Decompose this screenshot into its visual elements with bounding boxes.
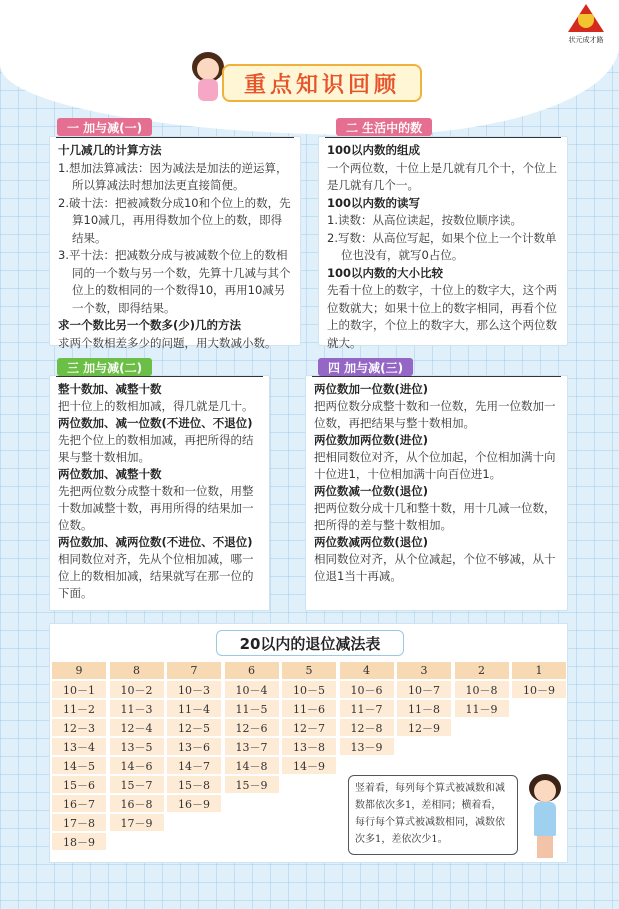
table-header-cell: 5 (282, 662, 336, 679)
table-cell: 13－9 (340, 738, 394, 755)
section-3-badge: 三 加与减(二) (57, 358, 152, 376)
table-cell: 14－6 (110, 757, 164, 774)
table-cell: 12－9 (397, 719, 451, 736)
table-cell: 11－3 (110, 700, 164, 717)
table-cell: 17－8 (52, 814, 106, 831)
table-cell: 13－6 (167, 738, 221, 755)
table-cell: 10－1 (52, 681, 106, 698)
table-cell: 15－7 (110, 776, 164, 793)
section-4-text: 相同数位对齐，从个位减起，个位不够减，从十位退1当十再减。 (314, 552, 556, 583)
table-cell: 16－9 (167, 795, 221, 812)
section-4-text: 把两位数分成十几和整十数，用十几减一位数，把所得的差与整十数相加。 (314, 501, 556, 532)
section-2-heading-1: 100以内数的组成 (327, 143, 421, 157)
table-cell: 12－4 (110, 719, 164, 736)
section-1-text: 求两个数相差多少的问题，用大数减小数。 (58, 335, 277, 350)
table-cell: 14－8 (225, 757, 279, 774)
table-cell: 10－7 (397, 681, 451, 698)
section-4-badge: 四 加与减(三) (318, 358, 413, 376)
section-1-item: 3.平十法：把减数分成与被减数个位上的数相同的一个数与另一个数，先算十几减与其个位上的数相同的一个数得10，再用10减另一个数，即得结果。 (58, 248, 291, 315)
section-3-heading: 两位数加、减两位数(不进位、不退位) (58, 535, 253, 549)
logo-icon (568, 4, 604, 32)
table-cell: 11－7 (340, 700, 394, 717)
table-cell: 16－7 (52, 795, 106, 812)
table-title: 20以内的退位减法表 (216, 630, 404, 656)
girl-illustration (190, 52, 226, 104)
table-header-cell: 9 (52, 662, 106, 679)
table-cell: 10－8 (455, 681, 509, 698)
section-2-item: 2.写数：从高位写起，如果个位上一个计数单位也没有，就写0占位。 (327, 230, 557, 262)
section-4-heading: 两位数加一位数(进位) (314, 382, 429, 396)
table-cell: 14－5 (52, 757, 106, 774)
table-header-cell: 4 (340, 662, 394, 679)
section-4-text: 把两位数分成整十数和一位数，先用一位数加一位数，再把结果与整十数相加。 (314, 399, 556, 430)
brand-logo (561, 4, 611, 45)
table-header-cell: 1 (512, 662, 566, 679)
table-cell: 12－8 (340, 719, 394, 736)
table-cell: 10－4 (225, 681, 279, 698)
section-3-card (49, 375, 270, 611)
table-cell: 11－8 (397, 700, 451, 717)
section-3-text: 把十位上的数相加减，得几就是几十。 (58, 399, 254, 413)
section-2-text: 一个两位数，十位上是几就有几个十，个位上是几就有几个一。 (327, 160, 557, 192)
table-cell: 10－5 (282, 681, 336, 698)
table-note: 竖着看，每列每个算式被减数和减数都依次多1，差相同；横着看，每行每个算式被减数相同，减数依次多1，差依次少1。 (348, 775, 518, 855)
table-cell: 15－9 (225, 776, 279, 793)
table-cell: 11－9 (455, 700, 509, 717)
section-2-heading-2: 100以内数的读写 (327, 195, 421, 210)
section-2-text: 先看十位上的数字，十位上的数字大，这个两位数就大；如果十位上的数字相同，再看个位上的数字，个位上的数字大，那么这个两位数就大。 (327, 283, 557, 350)
table-cell: 10－6 (340, 681, 394, 698)
section-3-text: 先把两位数分成整十数和一位数，用整十数加减整十数，再用所得的结果加一位数。 (58, 484, 254, 532)
table-cell: 10－9 (512, 681, 566, 698)
section-4-text: 把相同数位对齐，从个位加起，个位相加满十向十位进1，十位相加满十向百位进1。 (314, 450, 556, 481)
table-cell: 14－9 (282, 757, 336, 774)
table-cell: 15－8 (167, 776, 221, 793)
table-cell: 15－6 (52, 776, 106, 793)
page-title-banner (190, 62, 430, 104)
table-cell: 13－5 (110, 738, 164, 755)
section-2-card (318, 136, 568, 350)
table-cell: 18－9 (52, 833, 106, 850)
section-1-badge: 一 加与减(一) (57, 118, 152, 136)
section-1-heading-1: 十几减几的计算方法 (58, 143, 162, 157)
table-cell: 13－4 (52, 738, 106, 755)
section-1-heading-2: 求一个数比另一个数多(少)几的方法 (58, 318, 242, 332)
table-header-cell: 7 (167, 662, 221, 679)
table-cell: 13－8 (282, 738, 336, 755)
table-cell: 11－4 (167, 700, 221, 717)
girl-illustration (525, 774, 565, 862)
table-header-cell: 8 (110, 662, 164, 679)
subtraction-table-card (49, 623, 568, 863)
table-cell: 12－3 (52, 719, 106, 736)
table-cell: 17－9 (110, 814, 164, 831)
section-4-card (305, 375, 568, 611)
table-cell: 11－6 (282, 700, 336, 717)
section-3-heading: 整十数加、减整十数 (58, 382, 162, 396)
table-cell: 11－2 (52, 700, 106, 717)
section-1-item: 2.破十法：把被减数分成10和个位上的数，先算10减几，再用得数加个位上的数，即得结果。 (58, 195, 291, 245)
section-2-heading-3: 100以内数的大小比较 (327, 265, 444, 280)
table-cell: 12－6 (225, 719, 279, 736)
section-4-heading: 两位数减一位数(退位) (314, 484, 429, 498)
table-header-cell: 6 (225, 662, 279, 679)
table-cell: 11－5 (225, 700, 279, 717)
table-cell: 14－7 (167, 757, 221, 774)
section-1-card (49, 136, 301, 350)
section-3-text: 先把个位上的数相加减，再把所得的结果与整十数相加。 (58, 433, 254, 464)
section-3-heading: 两位数加、减整十数 (58, 467, 162, 481)
page-title: 重点知识回顾 (222, 64, 422, 102)
table-cell: 10－3 (167, 681, 221, 698)
section-1-item: 1.想加法算减法：因为减法是加法的逆运算，所以算减法时想加法更直接简便。 (58, 160, 288, 192)
logo-text: 状元成才路 (568, 36, 604, 44)
section-2-item: 1.读数：从高位读起，按数位顺序读。 (327, 213, 522, 227)
section-2-badge: 二 生活中的数 (336, 118, 432, 136)
table-cell: 12－7 (282, 719, 336, 736)
section-4-heading: 两位数加两位数(进位) (314, 433, 429, 447)
section-3-text: 相同数位对齐，先从个位相加减，哪一位上的数相加减，结果就写在那一位的下面。 (58, 552, 254, 600)
section-3-heading: 两位数加、减一位数(不进位、不退位) (58, 416, 253, 430)
table-cell: 10－2 (110, 681, 164, 698)
section-4-heading: 两位数减两位数(退位) (314, 535, 429, 549)
table-cell: 13－7 (225, 738, 279, 755)
table-header-cell: 2 (455, 662, 509, 679)
table-cell: 12－5 (167, 719, 221, 736)
table-cell: 16－8 (110, 795, 164, 812)
table-header-cell: 3 (397, 662, 451, 679)
